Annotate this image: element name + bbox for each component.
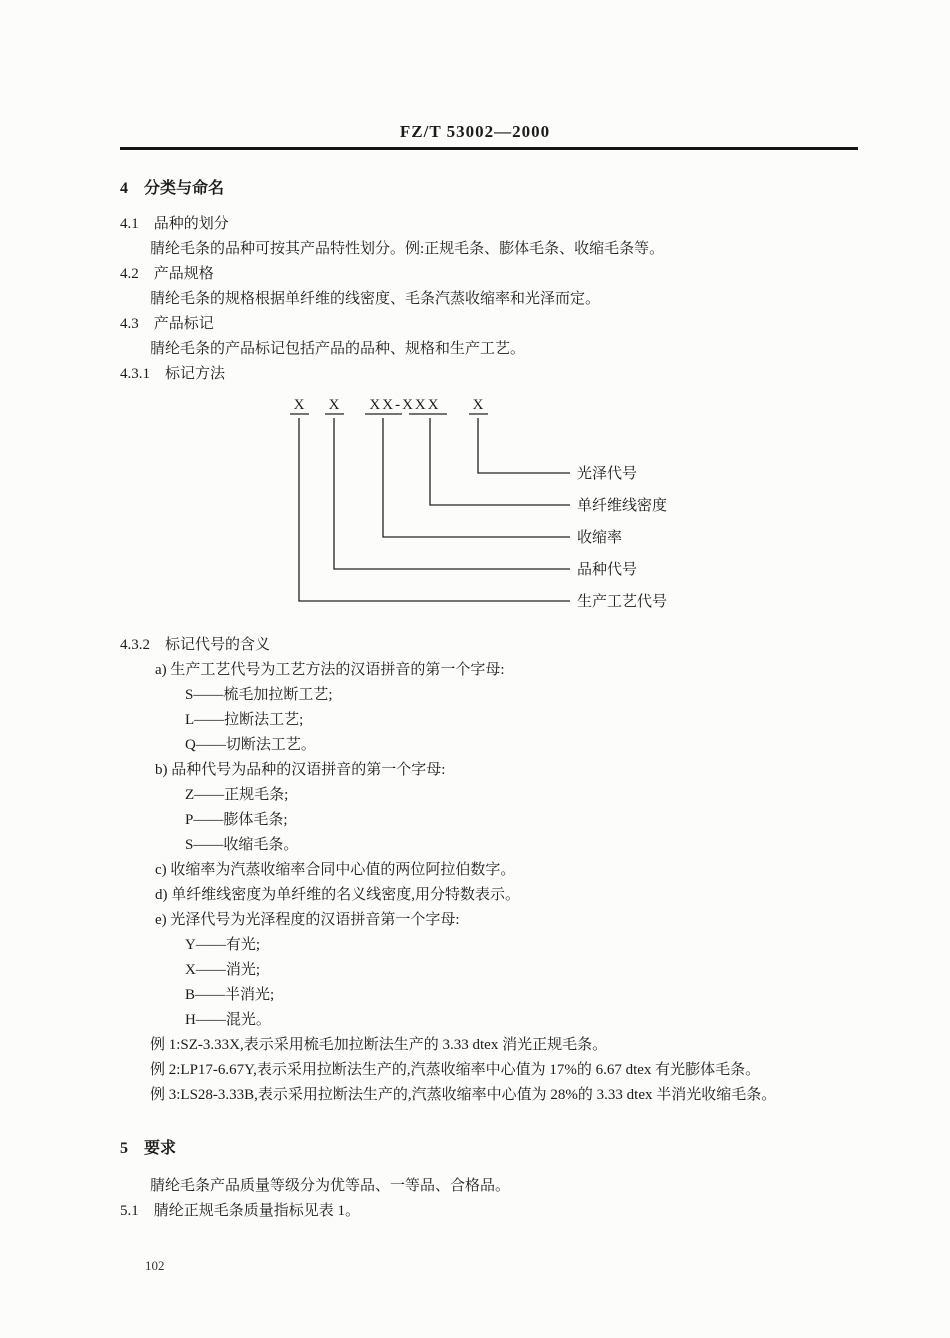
- header-rule: [120, 147, 858, 150]
- section-4-3-paragraph: 腈纶毛条的产品标记包括产品的品种、规格和生产工艺。: [150, 341, 526, 357]
- marking-diagram-svg: [285, 395, 885, 620]
- section-5-1-heading: 5.1 腈纶正规毛条质量指标见表 1。: [120, 1203, 361, 1219]
- code-item-b-z: Z——正规毛条;: [185, 787, 289, 803]
- connector-variety: [334, 418, 570, 569]
- code-item-c: c) 收缩率为汽蒸收缩率合同中心值的两位阿拉伯数字。: [155, 862, 516, 878]
- example-3: 例 3:LS28-3.33B,表示采用拉断法生产的,汽蒸收缩率中心值为 28%的 3.33 dtex 半消光收缩毛条。: [150, 1087, 777, 1103]
- code-item-b-p: P——膨体毛条;: [185, 812, 288, 828]
- diagram-marks: [294, 397, 484, 413]
- page-number: 102: [145, 1258, 165, 1273]
- code-item-d: d) 单纤维线密度为单纤维的名义线密度,用分特数表示。: [155, 887, 520, 903]
- connector-shrinkage: [383, 418, 570, 537]
- label-luster-code: 光泽代号: [577, 466, 638, 482]
- diagram-labels: [577, 465, 667, 610]
- code-item-a-s: S——梳毛加拉断工艺;: [185, 687, 333, 703]
- section-4-1-paragraph: 腈纶毛条的品种可按其产品特性划分。例:正规毛条、膨体毛条、收缩毛条等。: [150, 241, 665, 257]
- connector-luster: [478, 418, 570, 473]
- code-item-e-y: Y——有光;: [185, 937, 261, 953]
- connector-density: [430, 418, 570, 505]
- code-item-b: b) 品种代号为品种的汉语拼音的第一个字母:: [155, 762, 446, 778]
- section-5-paragraph: 腈纶毛条产品质量等级分为优等品、一等品、合格品。: [150, 1178, 511, 1194]
- label-process-code: 生产工艺代号: [577, 594, 668, 610]
- example-2: 例 2:LP17-6.67Y,表示采用拉断法生产的,汽蒸收缩率中心值为 17%的 6.67 dtex 有光膨体毛条。: [150, 1062, 761, 1078]
- marking-diagram: [285, 395, 860, 629]
- code-item-a-q: Q——切断法工艺。: [185, 737, 316, 753]
- section-4-3-heading: 4.3 产品标记: [120, 316, 214, 332]
- code-item-e: e) 光泽代号为光泽程度的汉语拼音第一个字母:: [155, 912, 460, 928]
- section-4-3-2-heading: 4.3.2 标记代号的含义: [120, 637, 271, 653]
- mark-process-code: X: [293, 397, 305, 413]
- label-variety-code: 品种代号: [577, 562, 638, 578]
- section-4-3-1-heading: 4.3.1 标记方法: [120, 366, 226, 382]
- mark-variety-code: X: [328, 397, 340, 413]
- code-item-a-l: L——拉断法工艺;: [185, 712, 304, 728]
- code-item-a: a) 生产工艺代号为工艺方法的汉语拼音的第一个字母:: [155, 662, 505, 678]
- mark-luster-code: X: [472, 397, 484, 413]
- code-item-e-h: H——混光。: [185, 1012, 271, 1028]
- section-4-heading: 4 分类与命名: [120, 180, 225, 197]
- label-fiber-density: 单纤维线密度: [577, 498, 668, 514]
- doc-code: FZ/T 53002—2000: [399, 122, 551, 141]
- connector-process: [299, 418, 570, 601]
- section-5-heading: 5 要求: [120, 1140, 177, 1157]
- code-item-b-s: S——收缩毛条。: [185, 837, 299, 853]
- code-item-e-b: B——半消光;: [185, 987, 275, 1003]
- section-4-2-heading: 4.2 产品规格: [120, 266, 214, 282]
- section-4-1-heading: 4.1 品种的划分: [120, 216, 229, 232]
- section-4-2-paragraph: 腈纶毛条的规格根据单纤维的线密度、毛条汽蒸收缩率和光泽而定。: [150, 291, 601, 307]
- document-body: [120, 176, 860, 1224]
- label-shrinkage: 收缩率: [577, 530, 623, 546]
- code-item-e-x: X——消光;: [185, 962, 261, 978]
- example-1: 例 1:SZ-3.33X,表示采用梳毛加拉断法生产的 3.33 dtex 消光正规毛条。: [150, 1037, 608, 1053]
- diagram-connectors: [299, 418, 570, 601]
- mark-shrinkage-density: XX-XXX: [369, 397, 441, 413]
